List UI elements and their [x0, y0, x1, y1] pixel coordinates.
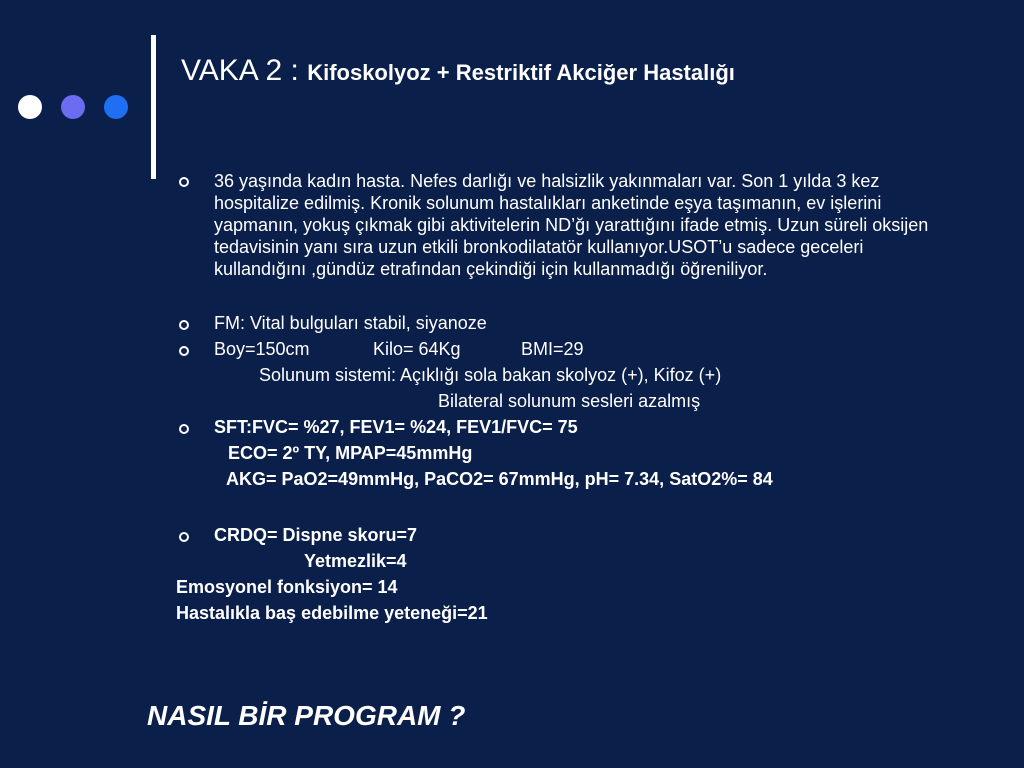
decor-dot-purple: [61, 95, 85, 119]
akg-line: AKG= PaO2=49mmHg, PaCO2= 67mmHg, pH= 7.34, SatO2%= 84: [226, 469, 773, 489]
bullet-sft: [176, 414, 936, 440]
bullet-boy: [176, 336, 936, 362]
emosyonel-line: Emosyonel fonksiyon= 14: [176, 577, 398, 597]
program-question: NASIL BİR PROGRAM ?: [147, 700, 466, 731]
hastalikla-line: Hastalıkla baş edebilme yeteneği=21: [176, 603, 488, 623]
fm-text: FM: Vital bulguları stabil, siyanoze: [214, 313, 487, 333]
boy-value: Boy=150cm: [214, 339, 310, 359]
sft-text: SFT:FVC= %27, FEV1= %24, FEV1/FVC= 75: [214, 417, 578, 437]
slide-title: [181, 54, 735, 88]
kilo-value: Kilo= 64Kg: [373, 339, 461, 359]
crdq-text: CRDQ= Dispne skoru=7: [214, 525, 418, 545]
decor-dot-blue: [104, 95, 128, 119]
solunum-line: Solunum sistemi: Açıklığı sola bakan skolyoz (+), Kifoz (+): [259, 365, 722, 385]
slide-content: [176, 170, 936, 626]
yetmezlik-line: Yetmezlik=4: [304, 551, 407, 571]
bmi-value: BMI=29: [521, 339, 584, 359]
bullet-ring-icon: [179, 346, 189, 356]
bullet-history: [176, 170, 936, 280]
bullet-ring-icon: [179, 177, 189, 187]
eco-line: ECO= 2º TY, MPAP=45mmHg: [228, 443, 473, 463]
title-subtitle: Kifoskolyoz + Restriktif Akciğer Hastalığı: [307, 60, 735, 85]
decor-dot-white: [18, 95, 42, 119]
bullet-crdq: [176, 522, 936, 548]
history-paragraph: 36 yaşında kadın hasta. Nefes darlığı ve halsizlik yakınmaları var. Son 1 yılda 3 kez hospitalize edilmiş. Kronik solunum hastalıkları anketinde eşya taşımanın, ev işlerini yapmanın, yokuş çıkmak gibi aktivitelerin ND’ğı yarattığını ifade etmiş. Uzun süreli oksijen tedavisinin yanı sıra uzun etkili bronkodilatatör kullanıyor.USOT’u sadece geceleri kullandığını ,gündüz etrafından çekindiği için kullanmadığı öğreniliyor.: [214, 171, 929, 279]
title-main: VAKA 2 :: [181, 54, 308, 87]
bullet-ring-icon: [179, 320, 189, 330]
bullet-ring-icon: [179, 532, 189, 542]
bullet-fm: [176, 310, 936, 336]
bullet-ring-icon: [179, 424, 189, 434]
bilateral-line: Bilateral solunum sesleri azalmış: [438, 391, 701, 411]
decor-vertical-bar: [151, 35, 156, 179]
